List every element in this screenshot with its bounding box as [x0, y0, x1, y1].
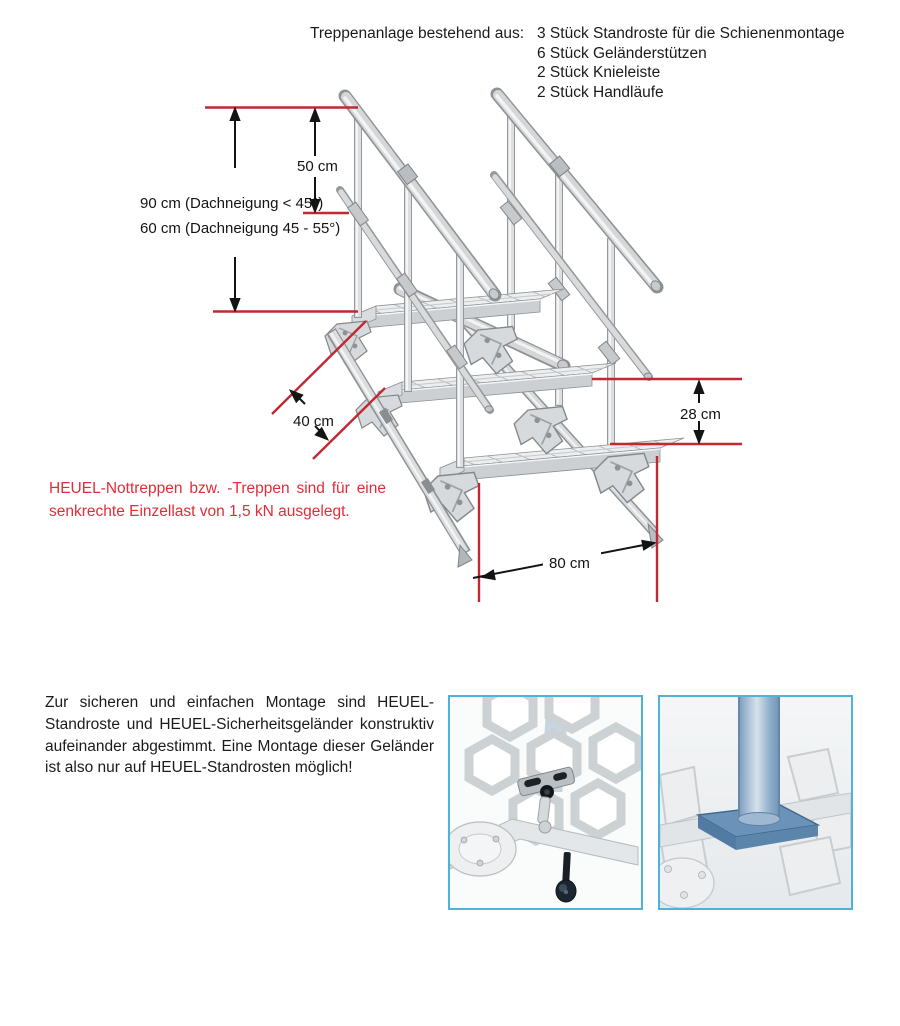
- load-capacity-note: [49, 478, 386, 523]
- montage-note: [45, 692, 434, 779]
- photo-1-image: [450, 697, 641, 908]
- parts-list-item: 3 Stück Standroste für die Schienenmontage: [537, 25, 845, 42]
- load-note-line: HEUEL-Nottreppen bzw. -Treppen sind für eine: [49, 480, 386, 497]
- handrail-front: [345, 96, 501, 301]
- label-60cm: 60 cm (Dachneigung 45 - 55°): [140, 220, 341, 237]
- label-80cm: 80 cm: [549, 555, 590, 572]
- roof-rail-left: [331, 331, 472, 567]
- intro-label: Treppenanlage bestehend aus:: [310, 25, 525, 42]
- label-28cm: 28 cm: [680, 406, 721, 423]
- label-90cm: 90 cm (Dachneigung < 45°): [140, 195, 324, 212]
- montage-note-line: aufeinander abgestimmt. Eine Montage dieser Geländer: [45, 737, 434, 755]
- label-50cm: 50 cm: [297, 158, 338, 175]
- montage-note-line: Zur sicheren und einfachen Montage sind HEUEL-: [45, 694, 434, 711]
- railing-back: [494, 94, 663, 460]
- photo-standrost-clamp: [448, 695, 643, 910]
- load-note-line: senkrechte Einzellast von 1,5 kN ausgelegt.: [49, 502, 350, 520]
- montage-note-line: Standroste und HEUEL-Sicherheitsgeländer konstruktiv: [45, 715, 434, 733]
- montage-note-line: ist also nur auf HEUEL-Standrosten möglich!: [45, 759, 353, 777]
- parts-list-item: 2 Stück Handläufe: [537, 83, 664, 101]
- parts-list-item: 6 Stück Geländerstützen: [537, 44, 707, 62]
- label-40cm: 40 cm: [293, 413, 334, 430]
- handrail-back: [497, 94, 663, 293]
- parts-list-item: 2 Stück Knieleiste: [537, 64, 661, 82]
- photo-2-image: [660, 697, 851, 908]
- blue-post: [738, 697, 780, 826]
- photo-gelaender-fussplatte: [658, 695, 853, 910]
